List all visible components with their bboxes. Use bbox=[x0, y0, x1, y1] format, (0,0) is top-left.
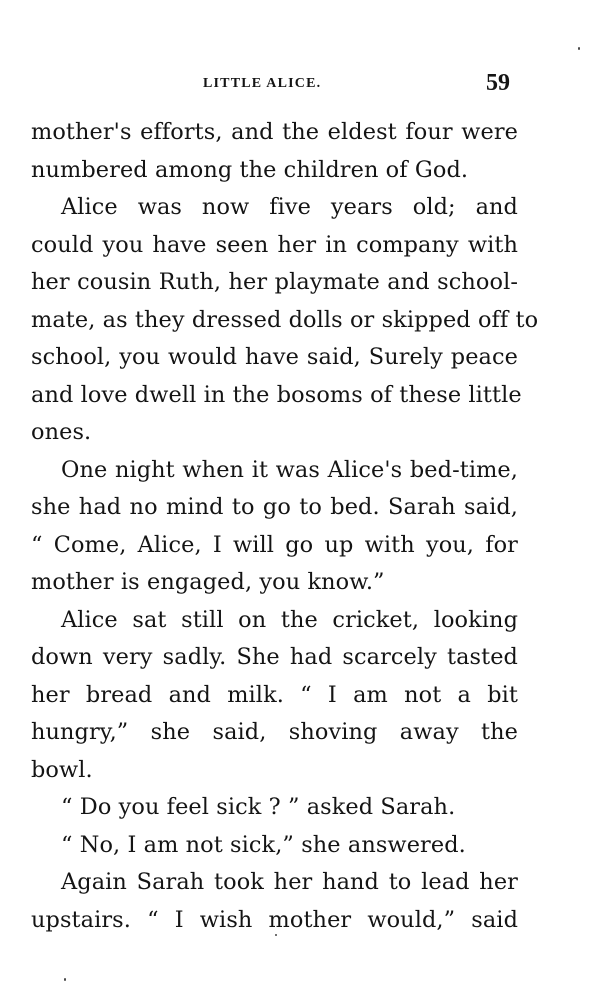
text-line: her bread and milk. “ I am not a bit bbox=[31, 681, 518, 708]
ink-speck bbox=[64, 978, 66, 981]
text-line: Alice sat still on the cricket, looking bbox=[61, 606, 518, 633]
text-line: hungry,” she said, shoving away the bbox=[31, 719, 518, 745]
running-title: LITTLE ALICE. bbox=[203, 76, 322, 91]
ink-speck bbox=[578, 47, 580, 50]
body-text bbox=[31, 114, 539, 939]
text-line: mother is engaged, you know.” bbox=[31, 569, 385, 595]
text-line: she had no mind to go to bed. Sarah said, bbox=[31, 494, 518, 520]
text-line: school, you would have said, Surely peace bbox=[31, 344, 518, 370]
text-line: “ Come, Alice, I will go up with you, for bbox=[31, 531, 518, 558]
text-line: mother's efforts, and the eldest four were bbox=[31, 119, 518, 145]
text-line: ones. bbox=[31, 419, 92, 445]
ink-speck bbox=[275, 934, 277, 936]
text-line: her cousin Ruth, her playmate and school- bbox=[31, 269, 518, 295]
text-line: Alice was now five years old; and bbox=[61, 194, 518, 220]
text-line: “ Do you feel sick ? ” asked Sarah. bbox=[61, 794, 456, 820]
text-line: One night when it was Alice's bed-time, bbox=[61, 456, 518, 483]
running-header bbox=[0, 70, 589, 98]
text-line: bowl. bbox=[31, 756, 93, 783]
text-line: could you have seen her in company with bbox=[31, 231, 518, 258]
page-number: 59 bbox=[486, 70, 510, 96]
text-line: “ No, I am not sick,” she answered. bbox=[61, 831, 466, 858]
text-line: and love dwell in the bosoms of these little bbox=[31, 381, 522, 408]
text-line: numbered among the children of God. bbox=[31, 156, 469, 183]
text-line: upstairs. “ I wish mother would,” said bbox=[31, 906, 518, 933]
text-line: mate, as they dressed dolls or skipped off to bbox=[31, 306, 539, 333]
text-line: down very sadly. She had scarcely tasted bbox=[31, 644, 518, 670]
text-line: Again Sarah took her hand to lead her bbox=[61, 869, 518, 895]
